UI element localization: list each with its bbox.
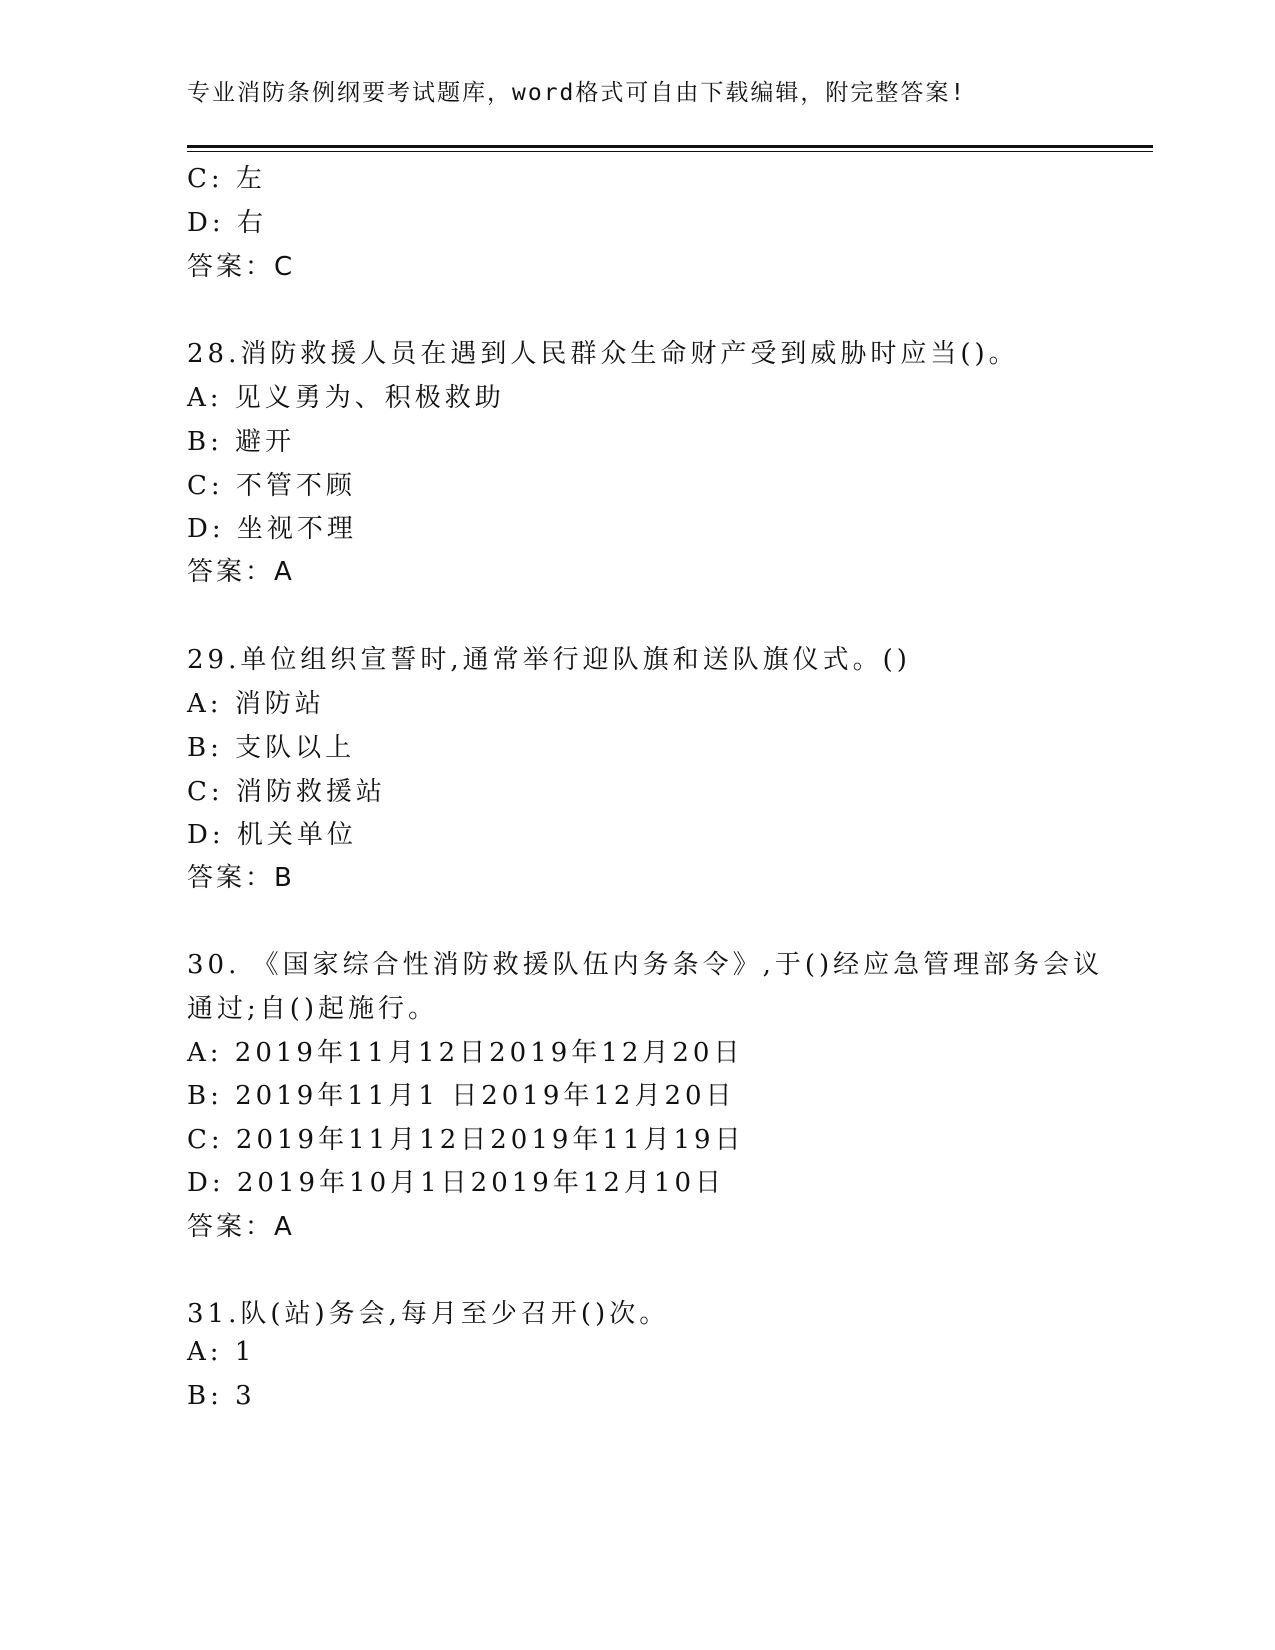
option-line: C: 左 xyxy=(187,164,266,194)
header-rule-thin xyxy=(187,151,1153,152)
question-stem: 31.队(站)务会,每月至少召开()次。 xyxy=(187,1299,670,1329)
answer-line: 答案：A xyxy=(187,557,295,587)
answer-line: 答案：C xyxy=(187,252,296,282)
page-header: 专业消防条例纲要考试题库，word格式可自由下载编辑，附完整答案! xyxy=(187,80,967,106)
header-rule-thick xyxy=(187,145,1153,148)
option-line: B: 2019年11月1 日2019年12月20日 xyxy=(187,1081,736,1111)
question-stem: 29.单位组织宣誓时,通常举行迎队旗和送队旗仪式。() xyxy=(187,645,911,675)
option-line: D: 机关单位 xyxy=(187,820,357,850)
option-line: A: 2019年11月12日2019年12月20日 xyxy=(187,1038,744,1068)
option-line: B: 3 xyxy=(187,1381,256,1411)
option-line: D: 坐视不理 xyxy=(187,514,357,544)
option-line: C: 消防救援站 xyxy=(187,777,386,807)
question-stem-continued: 通过;自()起施行。 xyxy=(187,994,439,1024)
option-line: C: 不管不顾 xyxy=(187,471,356,501)
option-line: C: 2019年11月12日2019年11月19日 xyxy=(187,1125,745,1155)
answer-line: 答案：A xyxy=(187,1212,295,1242)
option-line: B: 避开 xyxy=(187,427,296,457)
question-stem: 30. 《国家综合性消防救援队伍内务条令》,于()经应急管理部务会议 xyxy=(187,950,1104,980)
option-line: A: 见义勇为、积极救助 xyxy=(187,383,505,413)
option-line: B: 支队以上 xyxy=(187,733,356,763)
question-stem: 28.消防救援人员在遇到人民群众生命财产受到威胁时应当()。 xyxy=(187,339,1019,369)
option-line: D: 2019年10月1日2019年12月10日 xyxy=(187,1168,726,1198)
answer-line: 答案：B xyxy=(187,863,295,893)
option-line: A: 消防站 xyxy=(187,689,325,719)
option-line: A: 1 xyxy=(187,1337,256,1367)
option-line: D: 右 xyxy=(187,208,267,238)
